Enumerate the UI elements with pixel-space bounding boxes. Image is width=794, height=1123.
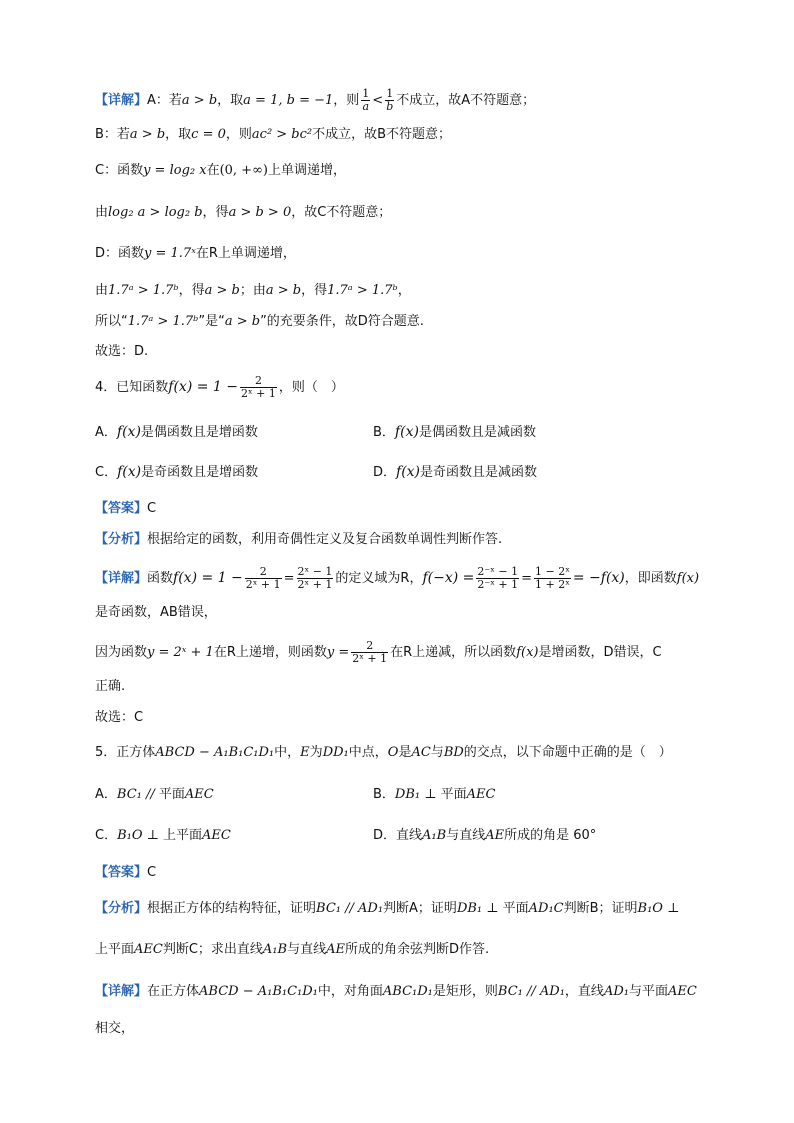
q5-detail-line-1: 【详解】在正方体ABCD − A₁B₁C₁D₁中，对角面ABC₁D₁是矩形，则BC₁ // AD₁，直线AD₁与平面AEC	[95, 984, 697, 999]
answer-tag: 【答案】	[95, 865, 148, 880]
q3-choice: 故选：D.	[95, 344, 149, 359]
fraction: $\frac{2}{\text{2ˣ + 1}}$	[352, 639, 388, 665]
fraction: $\frac{1}{b}$	[386, 87, 394, 113]
q4-stem: 4．已知函数f(x) = 1 − $\frac{2}{\text{2ˣ + 1}}$ ，则（ ）	[95, 374, 344, 400]
detail-tag: 【详解】	[95, 984, 148, 999]
fraction: $\frac{1}{a}$	[362, 87, 370, 113]
q4-option-c: C．f(x)是奇函数且是增函数	[95, 464, 259, 480]
q3-detail-line-a: 【详解】A：若a > b，取a = 1, b = −1，则 $\frac{1}{a}$ < $\frac{1}{b}$ 不成立，故A不符题意；	[95, 87, 536, 113]
q3-detail-line-b: B：若a > b，取c = 0，则ac² > bc²不成立，故B不符题意；	[95, 127, 452, 142]
fraction: $\frac{\text{2⁻ˣ − 1}}{\text{2⁻ˣ + 1}}$	[477, 565, 519, 591]
detail-tag: 【详解】	[95, 93, 148, 108]
q3-detail-line-c2: 由log₂ a > log₂ b，得a > b > 0，故C不符题意；	[95, 205, 392, 220]
q5-analysis-line-2: 上平面AEC判断C；求出直线A₁B与直线AE所成的角余弦判断D作答.	[95, 942, 490, 957]
q3-detail-line-d2: 由1.7ᵃ > 1.7ᵇ，得a > b；由a > b，得1.7ᵃ > 1.7ᵇ，	[95, 283, 411, 298]
q5-option-d: D．直线A₁B与直线AE所成的角是 60°	[373, 828, 597, 843]
q5-option-c: C．B₁O ⊥ 上平面AEC	[95, 828, 231, 843]
q5-analysis-line-1: 【分析】根据正方体的结构特征，证明BC₁ // AD₁判断A；证明DB₁ ⊥ 平面AD₁C判断B；证明B₁O ⊥	[95, 901, 680, 916]
q4-option-d: D．f(x)是奇函数且是减函数	[373, 464, 538, 480]
q4-option-b: B．f(x)是偶函数且是减函数	[373, 424, 536, 440]
fraction: $\frac{2}{\text{2ˣ + 1}}$	[241, 374, 276, 400]
detail-tag: 【详解】	[95, 571, 148, 586]
answer-tag: 【答案】	[95, 501, 148, 516]
analysis-tag: 【分析】	[95, 532, 148, 547]
q5-answer: 【答案】C	[95, 865, 157, 880]
analysis-tag: 【分析】	[95, 901, 148, 916]
fraction: $\frac{\text{1 − 2ˣ}}{\text{1 + 2ˣ}}$	[534, 565, 570, 591]
q3-detail-line-c1: C：函数y = log₂ x在(0, +∞)上单调递增，	[95, 163, 346, 178]
q4-analysis: 【分析】根据给定的函数，利用奇偶性定义及复合函数单调性判断作答.	[95, 532, 503, 547]
q4-choice: 故选：C	[95, 710, 144, 725]
q4-answer: 【答案】C	[95, 501, 157, 516]
q5-option-a: A．BC₁ // 平面AEC	[95, 787, 214, 802]
fraction: $\frac{\text{2ˣ − 1}}{\text{2ˣ + 1}}$	[297, 565, 333, 591]
fraction: $\frac{2}{\text{2ˣ + 1}}$	[245, 565, 281, 591]
q5-stem: 5．正方体ABCD − A₁B₁C₁D₁中，E为DD₁中点，O是AC与BD的交点，以下命题中正确的是（ ）	[95, 745, 672, 760]
q4-detail-line-4: 正确.	[95, 679, 126, 694]
q3-detail-line-d1: D：函数y = 1.7ˣ在R上单调递增，	[95, 246, 296, 261]
q5-detail-line-2: 相交，	[95, 1021, 135, 1036]
q4-detail-line-3: 因为函数y = 2ˣ + 1在R上递增，则函数y = $\frac{2}{\text{2ˣ + 1}}$ 在R上递减，所以函数f(x)是增函数，D错误，C	[95, 639, 662, 665]
q5-option-b: B．DB₁ ⊥ 平面AEC	[373, 787, 496, 802]
q4-option-a: A．f(x)是偶函数且是增函数	[95, 424, 258, 440]
q4-detail-line-1: 【详解】函数f(x) = 1 − $\frac{2}{\text{2ˣ + 1}}$ = $\frac{\text{2ˣ − 1}}{\text{2ˣ + 1}}$ 的定义域为R，f(−x) = $\frac{\text{2⁻ˣ − 1}}{\text{2⁻ˣ + 1}}$ = $\frac{\text{1 − 2ˣ}}{\text{1 + 2ˣ}}$ = −f(x)，即函数f(x)	[95, 565, 700, 591]
q4-detail-line-2: 是奇函数，AB错误，	[95, 605, 217, 620]
q3-detail-line-d3: 所以“1.7ᵃ > 1.7ᵇ”是“a > b”的充要条件，故D符合题意.	[95, 314, 424, 329]
